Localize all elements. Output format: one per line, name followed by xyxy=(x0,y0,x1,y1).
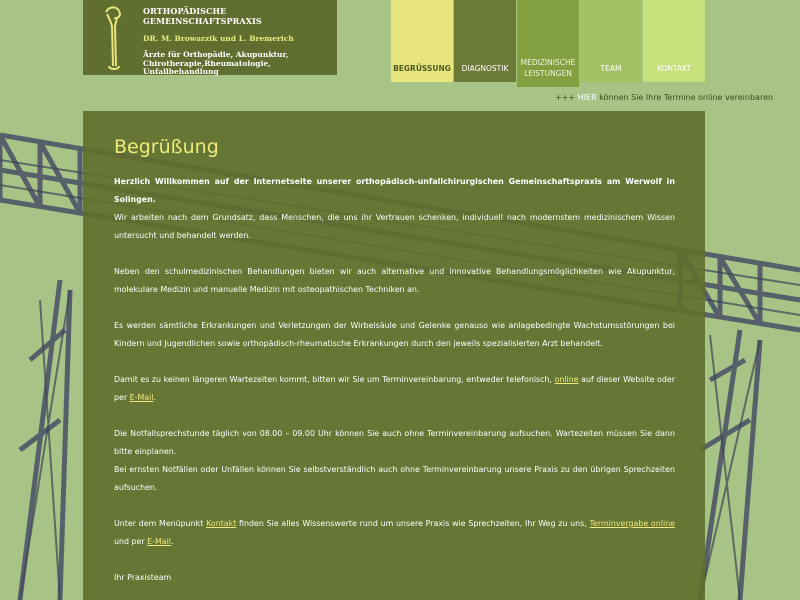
nav-item-medizinische-leistungen[interactable] xyxy=(517,0,579,87)
nav-item-label: DIAGNOSTIK xyxy=(461,64,509,73)
text-segment: Unter dem Menüpunkt xyxy=(114,519,207,528)
signature: Ihr Praxisteam xyxy=(114,573,172,582)
text-segment: Damit es zu keinen längeren Wartezeiten kommt, bitten wir Sie um Terminvereinbarung, entweder telefonisch, xyxy=(114,375,555,384)
logo-header[interactable] xyxy=(83,0,337,75)
nav-item-kontakt[interactable] xyxy=(643,0,705,82)
ticker-text: können Sie Ihre Termine online vereinbaren xyxy=(596,93,774,102)
news-ticker[interactable] xyxy=(555,93,774,107)
paragraph-emergencies: Bei ernsten Notfällen oder Unfällen können Sie selbstverständlich auch ohne Terminvereinbarung unsere Praxis zu den übrigen Sprechzeiten aufsuchen. xyxy=(114,465,675,492)
femur-bone-icon xyxy=(97,4,127,72)
intro-text: Wir arbeiten nach dem Grundsatz, dass Menschen, die uns ihr Vertrauen schenken, individuell nach modernstem medizinischem Wissen untersucht und behandelt werden. xyxy=(114,213,675,240)
nav-item-team[interactable] xyxy=(580,0,642,82)
content-panel xyxy=(83,111,705,600)
nav-item-diagnostik[interactable] xyxy=(454,0,516,82)
ticker-prefix: +++ xyxy=(555,93,578,102)
paragraph-alternative-treatments: Neben den schulmedizinischen Behandlungen bieten wir auch alternative und innovative Behandlungsmöglichkeiten wie Akupunktur, molekulare Medizin und manuelle Medizin mit osteopathischen Techniken an. xyxy=(114,267,675,294)
text-segment: auf dieser Website oder per xyxy=(114,375,675,402)
practice-title: ORTHOPÄDISCHE GEMEINSCHAFTSPRAXIS xyxy=(143,6,262,26)
ticker-link[interactable]: HIER xyxy=(577,93,597,102)
kontakt-link[interactable]: Kontakt xyxy=(206,519,237,528)
nav-item-label: KONTAKT xyxy=(656,64,692,73)
intro-bold: Herzlich Willkommen auf der Internetseite unserer orthopädisch-unfallchirurgischen Gemeinschaftspraxis am Werwolf in Solingen. xyxy=(114,177,675,204)
paragraph-conditions: Es werden sämtliche Erkrankungen und Verletzungen der Wirbelsäule und Gelenke genauso wie anlagebedingte Wachstumsstörungen bei Kindern und Jugendlichen sowie orthopädisch-rheumatische Erkrankungen durch den jeweils spezialisierten Arzt behandelt. xyxy=(114,321,675,348)
email-link[interactable]: E-Mail xyxy=(147,537,172,546)
text-segment: . xyxy=(171,537,174,546)
nav-item-label: BEGRÜSSUNG xyxy=(393,64,451,73)
text-segment: finden Sie alles Wissenswerte rund um unsere Praxis wie Sprechzeiten, Ihr Weg zu uns, xyxy=(236,519,590,528)
nav-item-begruessung[interactable] xyxy=(391,0,453,82)
text-segment: und per xyxy=(114,537,148,546)
page-title: Begrüßung xyxy=(114,136,219,158)
text-segment: . xyxy=(153,393,157,402)
terminvergabe-online-link[interactable]: Terminvergabe online xyxy=(589,519,675,528)
nav-item-label: TEAM xyxy=(600,64,622,73)
paragraph-emergency-hours: Die Notfallsprechstunde täglich von 08.00 – 09.00 Uhr können Sie auch ohne Terminvereinbarung aufsuchen. Wartezeiten müssen Sie dann bitte einplanen. xyxy=(114,429,675,456)
email-link[interactable]: E-Mail xyxy=(129,393,154,402)
paragraph-contact xyxy=(114,515,675,551)
nav-item-label: MEDIZINISCHE LEISTUNGEN xyxy=(520,58,576,78)
online-link[interactable]: online xyxy=(554,375,579,384)
practice-doctors: DR. M. Browarzik und L. Bremerich xyxy=(143,34,294,43)
paragraph-appointments xyxy=(114,371,675,407)
practice-specialties: Ärzte für Orthopädie, Akupunktur, Chirotherapie,Rheumatologie, Unfallbehandlung xyxy=(143,50,289,76)
